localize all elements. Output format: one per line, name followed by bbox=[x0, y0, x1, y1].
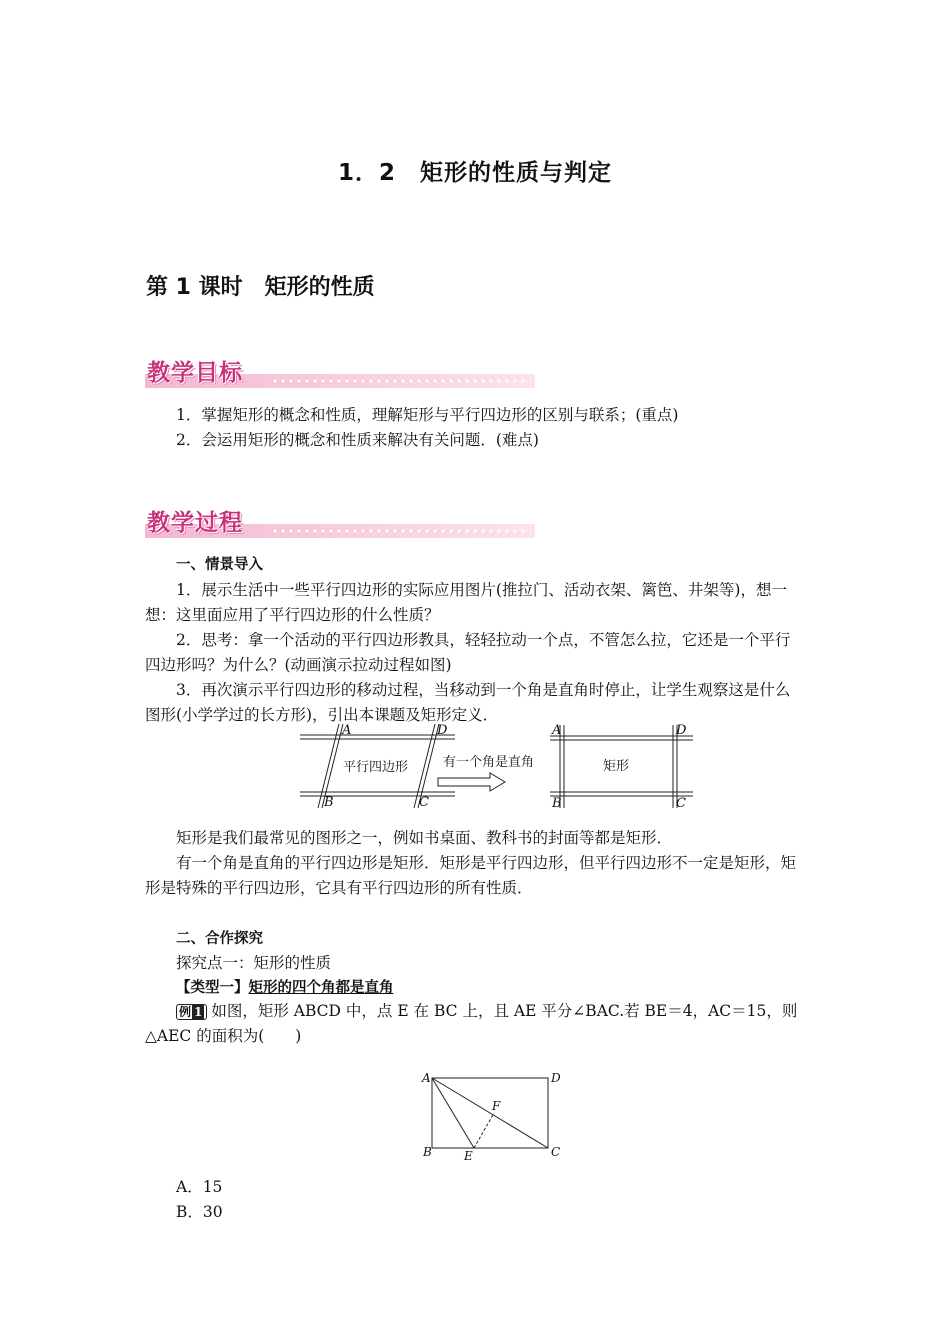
parallelogram-to-rectangle-figure bbox=[295, 722, 695, 814]
fig1-point-d: D bbox=[437, 723, 448, 738]
paragraph-3: 3．再次演示平行四边形的移动过程，当移动到一个角是直角时停止，让学生观察这是什么图形(小学学过的长方形)，引出本课题及矩形定义． bbox=[145, 681, 791, 724]
fig1-rect-point-c: C bbox=[676, 796, 686, 811]
rectangle-abcd-figure bbox=[418, 1066, 568, 1166]
section2-heading: 二、合作探究 bbox=[176, 931, 263, 947]
fig2-point-f: F bbox=[492, 1099, 501, 1113]
paragraph-2: 2．思考：拿一个活动的平行四边形教具，轻轻拉动一个点，不管怎么拉，它还是一个平行四边形吗？为什么？(动画演示拉动过程如图) bbox=[145, 631, 791, 674]
paragraph-1: 1．展示生活中一些平行四边形的实际应用图片(推拉门、活动衣架、篱笆、井架等)，想一想：这里面应用了平行四边形的什么性质？ bbox=[145, 581, 787, 624]
type1-title: 矩形的四个角都是直角 bbox=[248, 980, 394, 996]
fig2-point-b: B bbox=[423, 1145, 432, 1159]
fig1-left-label: 平行四边形 bbox=[343, 760, 409, 775]
example-1 bbox=[145, 999, 805, 1049]
example-tag: 例 1 bbox=[176, 1004, 207, 1020]
example-text: 如图，矩形 ABCD 中，点 E 在 BC 上，且 AE 平分∠BAC.若 BE＝4，AC＝15，则△AEC 的面积为( ) bbox=[145, 1002, 798, 1045]
fig1-point-a: A bbox=[342, 723, 352, 738]
fig1-right-label: 矩形 bbox=[603, 759, 630, 774]
process-banner-label: 教学过程 bbox=[147, 510, 243, 536]
fig1-rect-point-b: B bbox=[552, 796, 562, 811]
objectives-banner-label: 教学目标 bbox=[147, 360, 243, 386]
paragraph-5: 有一个角是直角的平行四边形是矩形．矩形是平行四边形，但平行四边形不一定是矩形，矩形是特殊的平行四边形，它具有平行四边形的所有性质． bbox=[145, 854, 797, 897]
explore-point: 探究点一：矩形的性质 bbox=[176, 954, 332, 972]
fig1-rect-point-d: D bbox=[676, 723, 687, 738]
banner-dots bbox=[271, 379, 531, 383]
fig2-point-a: A bbox=[422, 1071, 431, 1085]
objective-item-2: 2．会运用矩形的概念和性质来解决有关问题．(难点) bbox=[176, 431, 539, 449]
fig1-arrow-label: 有一个角是直角 bbox=[443, 755, 535, 770]
banner-dots bbox=[271, 529, 531, 533]
option-b: B．30 bbox=[176, 1203, 223, 1221]
paragraph-4: 矩形是我们最常见的图形之一，例如书桌面、教科书的封面等都是矩形． bbox=[176, 829, 673, 847]
section1-heading: 一、情景导入 bbox=[176, 557, 263, 573]
section-title: 1．2 矩形的性质与判定 bbox=[337, 160, 612, 186]
fig2-point-c: C bbox=[551, 1145, 561, 1159]
fig2-point-e: E bbox=[464, 1149, 473, 1163]
type1-bracket: 【类型一】 bbox=[176, 980, 249, 996]
lesson-title: 第 1 课时 矩形的性质 bbox=[146, 275, 375, 300]
objective-item-1: 1．掌握矩形的概念和性质，理解矩形与平行四边形的区别与联系；(重点) bbox=[176, 406, 679, 424]
process-banner bbox=[145, 504, 537, 538]
fig2-point-d: D bbox=[551, 1071, 561, 1085]
fig1-point-b: B bbox=[324, 795, 334, 810]
type1-line bbox=[145, 975, 805, 1001]
objectives-banner bbox=[145, 354, 537, 388]
fig1-rect-point-a: A bbox=[552, 723, 562, 738]
fig1-point-c: C bbox=[419, 795, 429, 810]
option-a: A．15 bbox=[176, 1178, 223, 1196]
